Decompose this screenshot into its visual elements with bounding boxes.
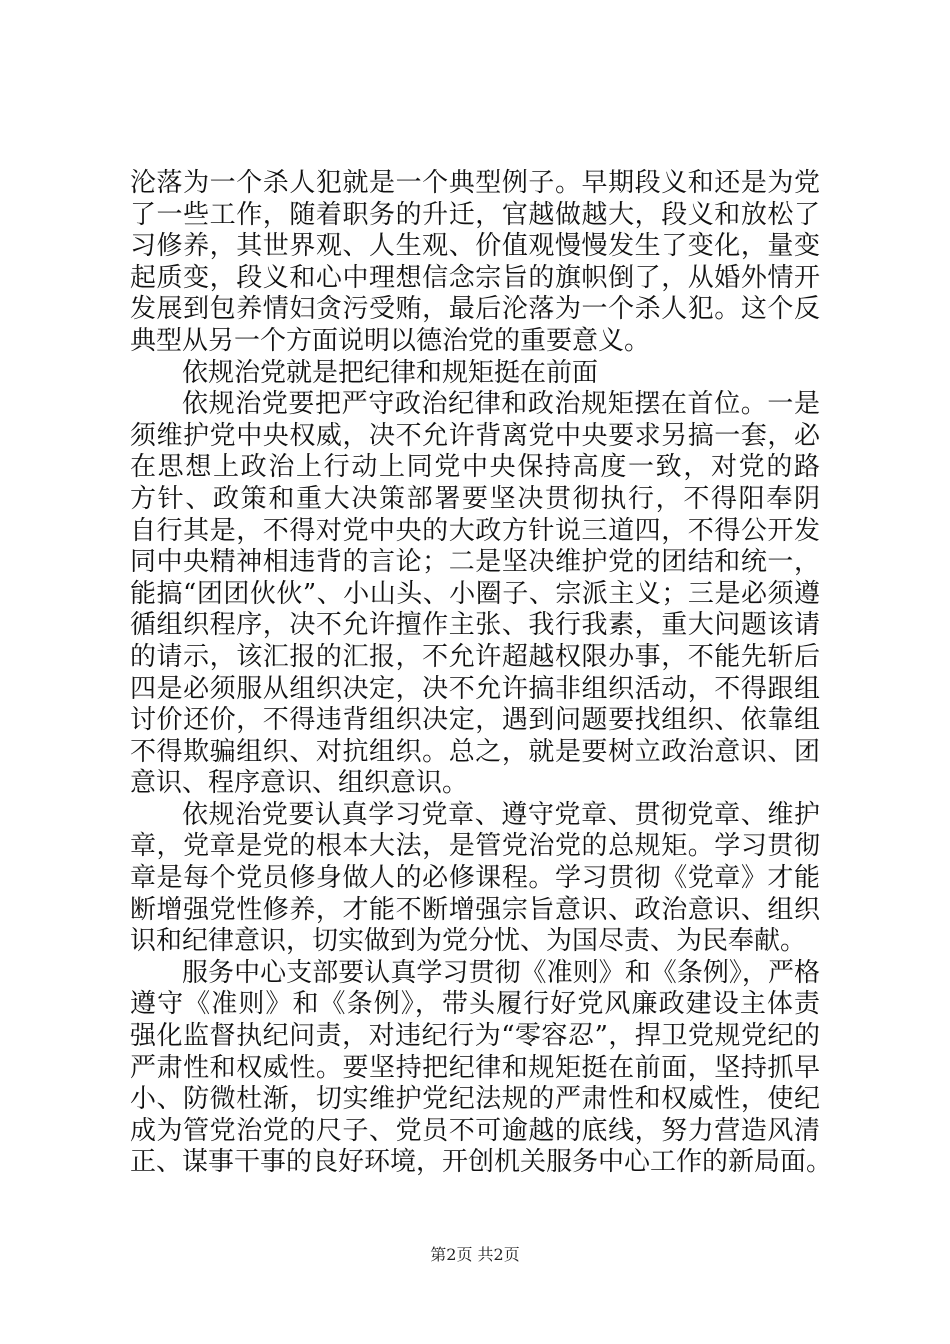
text-line: 断增强党性修养，才能不断增强宗旨意识、政治意识、组织 bbox=[130, 894, 820, 925]
text-line: 须维护党中央权威，决不允许背离党中央要求另搞一套，必 bbox=[130, 420, 820, 451]
text-line: 意识、程序意识、组织意识。 bbox=[130, 768, 469, 799]
text-line: 不得欺骗组织、对抗组织。总之，就是要树立政治意识、团 bbox=[130, 736, 820, 767]
text-line: 自行其是，不得对党中央的大政方针说三道四，不得公开发 bbox=[130, 515, 820, 546]
text-line: 依规治党就是把纪律和规矩挺在前面 bbox=[182, 357, 599, 388]
text-line: 的请示，该汇报的汇报，不允许超越权限办事，不能先斩后 bbox=[130, 641, 820, 672]
text-line: 严肃性和权威性。要坚持把纪律和规矩挺在前面，坚持抓早 bbox=[130, 1052, 820, 1083]
text-line: 依规治党要把严守政治纪律和政治规矩摆在首位。一是 bbox=[182, 389, 820, 420]
text-line: 遵守《准则》和《条例》，带头履行好党风廉政建设主体责 bbox=[130, 989, 820, 1020]
text-line: 服务中心支部要认真学习贯彻《准则》和《条例》，严格 bbox=[182, 957, 820, 988]
text-line: 起质变，段义和心中理想信念宗旨的旗帜倒了，从婚外情开 bbox=[130, 262, 820, 293]
text-line: 四是必须服从组织决定，决不允许搞非组织活动，不得跟组 bbox=[130, 673, 820, 704]
text-line: 沦落为一个杀人犯就是一个典型例子。早期段义和还是为党 bbox=[130, 168, 820, 198]
text-line: 循组织程序，决不允许擅作主张、我行我素，重大问题该请 bbox=[130, 610, 820, 641]
text-line: 发展到包养情妇贪污受贿，最后沦落为一个杀人犯。这个反 bbox=[130, 294, 820, 325]
text-line: 成为管党治党的尺子、党员不可逾越的底线，努力营造风清 bbox=[130, 1115, 820, 1146]
text-line: 章，党章是党的根本大法，是管党治党的总规矩。学习贯彻 bbox=[130, 831, 820, 862]
text-line: 章是每个党员修身做人的必修课程。学习贯彻《党章》才能 bbox=[130, 863, 820, 894]
page-footer: 第2页 共2页 bbox=[430, 1245, 520, 1264]
text-line: 依规治党要认真学习党章、遵守党章、贯彻党章、维护 bbox=[182, 799, 820, 830]
text-line: 讨价还价，不得违背组织决定，遇到问题要找组织、依靠组 bbox=[130, 705, 820, 736]
text-line: 习修养，其世界观、人生观、价值观慢慢发生了变化，量变 bbox=[130, 231, 820, 262]
body-text bbox=[130, 168, 833, 1179]
text-line: 能搞“团团伙伙”、小山头、小圈子、宗派主义；三是必须遵 bbox=[130, 578, 820, 609]
text-line: 同中央精神相违背的言论；二是坚决维护党的团结和统一， bbox=[130, 547, 820, 578]
text-line: 正、谋事干事的良好环境，开创机关服务中心工作的新局面。 bbox=[130, 1147, 833, 1178]
text-line: 小、防微杜渐，切实维护党纪法规的严肃性和权威性，使纪 bbox=[130, 1084, 820, 1115]
text-line: 典型从另一个方面说明以德治党的重要意义。 bbox=[130, 325, 651, 356]
text-line: 在思想上政治上行动上同党中央保持高度一致，对党的路 bbox=[130, 452, 820, 483]
text-line: 强化监督执纪问责，对违纪行为“零容忍”，捍卫党规党纪的 bbox=[130, 1021, 820, 1052]
text-line: 了一些工作，随着职务的升迁，官越做越大，段义和放松了 bbox=[130, 199, 820, 230]
text-line: 识和纪律意识，切实做到为党分忧、为国尽责、为民奉献。 bbox=[130, 926, 807, 957]
text-line: 方针、政策和重大决策部署要坚决贯彻执行，不得阳奉阴 bbox=[130, 483, 820, 514]
